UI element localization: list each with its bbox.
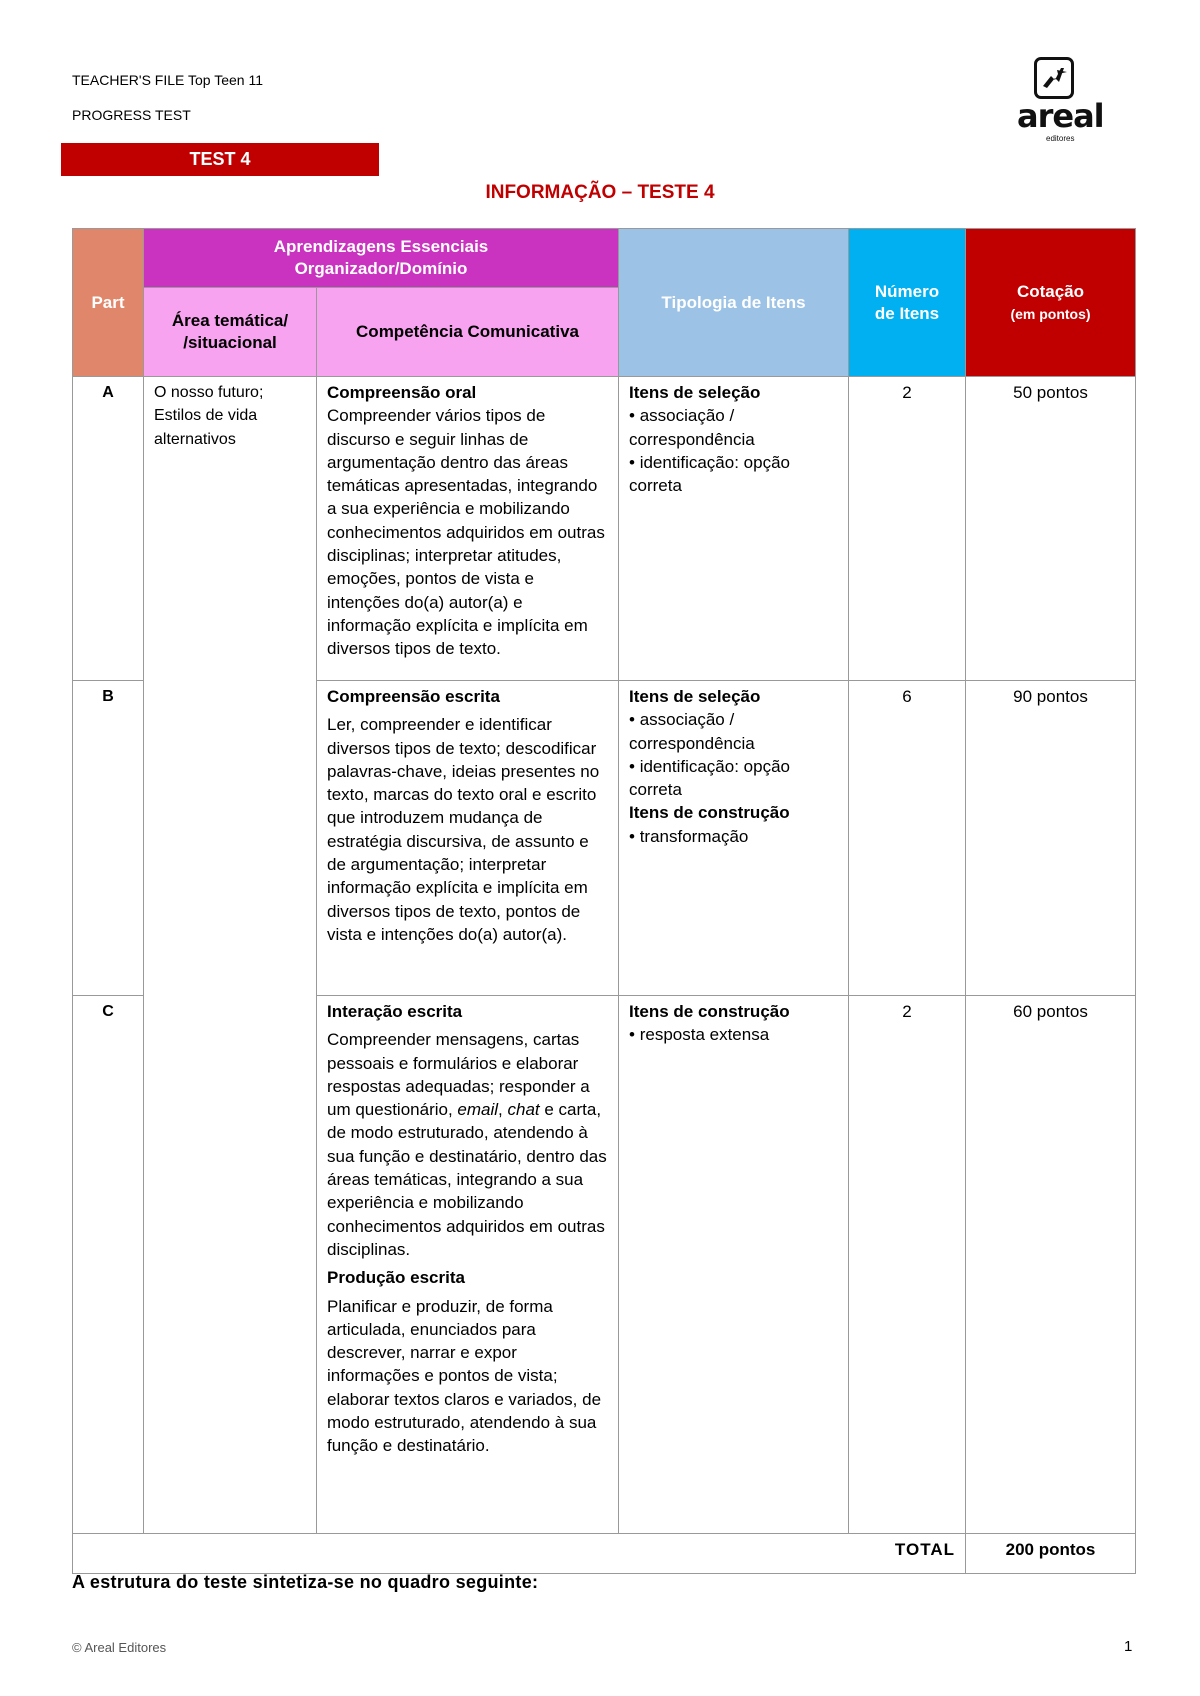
test-banner: TEST 4 (61, 143, 379, 176)
areal-logo (1012, 55, 1112, 143)
cotacao-cell: 50 pontos (966, 377, 1136, 681)
header-tipologia: Tipologia de Itens (619, 229, 849, 377)
numero-cell: 2 (849, 996, 966, 1534)
part-cell: C (73, 996, 144, 1534)
header-area: Área temática/ /situacional (144, 288, 317, 377)
total-value: 200 pontos (966, 1534, 1136, 1574)
logo-text: areal (1017, 97, 1104, 135)
competencia-cell: Interação escrita Compreender mensagens, cartas pessoais e formulários e elaborar respostas adequadas; responder a um questionário, email, chat e carta, de modo estruturado, atendendo à sua função e destinatário, dentro das áreas temáticas, integrando a sua experiência e mobilizando conhecimentos adquiridos em outras disciplinas. Produção escrita Planificar e produzir, de forma articulada, enunciados para descrever, narrar e expor informações e pontos de vista; elaborar textos claros e variados, de modo estruturado, atendendo à sua função e destinatário. (317, 996, 619, 1534)
table-row (73, 377, 1136, 681)
part-cell: B (73, 681, 144, 996)
part-cell: A (73, 377, 144, 681)
header-aprendizagens: Aprendizagens Essenciais Organizador/Domínio (144, 229, 619, 288)
cotacao-cell: 60 pontos (966, 996, 1136, 1534)
header-progress-test: PROGRESS TEST (72, 107, 191, 123)
numero-cell: 6 (849, 681, 966, 996)
footer-copyright: © Areal Editores (72, 1640, 167, 1655)
cotacao-cell: 90 pontos (966, 681, 1136, 996)
competencia-cell: Compreensão escrita Ler, compreender e identificar diversos tipos de texto; descodificar palavras-chave, ideias presentes no texto, marcas do texto oral e escrito que introduzem mudança de estratégia discursiva, de assunto e de argumentação; interpretar informação explícita e implícita em diversos tipos de texto, pontos de vista e intenções do(a) autor(a). (317, 681, 619, 996)
test-structure-table (72, 228, 1136, 1574)
page-title: INFORMAÇÃO – TESTE 4 (485, 182, 715, 203)
tipologia-cell: Itens de seleção • associação / correspondência • identificação: opção correta (619, 377, 849, 681)
header-file-title: TEACHER'S FILE Top Teen 11 (72, 72, 263, 88)
summary-text: A estrutura do teste sintetiza-se no quadro seguinte: (72, 1572, 539, 1592)
header-competencia: Competência Comunicativa (317, 288, 619, 377)
tipologia-cell: Itens de construção • resposta extensa (619, 996, 849, 1534)
competencia-cell: Compreensão oral Compreender vários tipos de discurso e seguir linhas de argumentação dentro das áreas temáticas apresentadas, integrando a sua experiência e mobilizando conhecimentos adquiridos em outras disciplinas; interpretar atitudes, emoções, pontos de vista e intenções do(a) autor(a) e informação explícita e implícita em diversos tipos de texto. (317, 377, 619, 681)
header-numero: Número de Itens (849, 229, 966, 377)
logo-subtext: editores (1046, 134, 1075, 143)
header-part: Part (73, 229, 144, 377)
logo-mark-icon (1034, 57, 1074, 99)
total-label: TOTAL (73, 1534, 966, 1574)
tipologia-cell: Itens de seleção • associação / correspondência • identificação: opção correta Itens de construção • transformação (619, 681, 849, 996)
total-row (73, 1534, 1136, 1574)
numero-cell: 2 (849, 377, 966, 681)
area-cell: O nosso futuro; Estilos de vida alternativos (144, 377, 317, 1534)
page-number: 1 (1124, 1638, 1133, 1655)
header-cotacao: Cotação (em pontos) (966, 229, 1136, 377)
